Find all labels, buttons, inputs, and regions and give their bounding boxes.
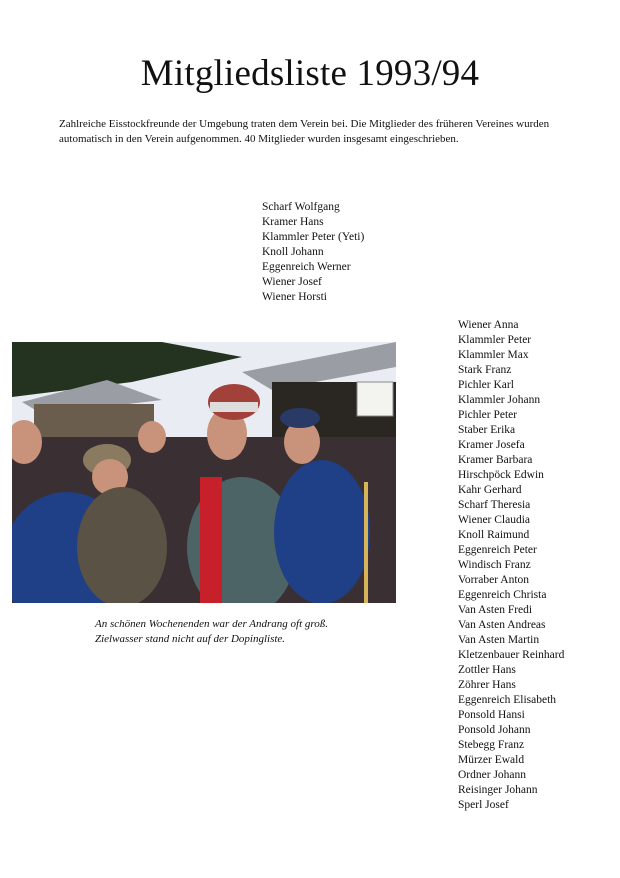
member-name: Mürzer Ewald (458, 754, 525, 766)
member-name: Van Asten Fredi (458, 604, 533, 616)
member-name: Klammler Johann (458, 394, 541, 406)
photo-caption-line-2: Zielwasser stand nicht auf der Dopingliste. (95, 633, 286, 645)
member-name: Pichler Peter (458, 409, 518, 421)
member-list-second (458, 318, 564, 813)
member-name: Scharf Theresia (458, 499, 531, 511)
member-name: Eggenreich Elisabeth (458, 694, 557, 706)
member-name: Van Asten Andreas (458, 619, 546, 631)
photo-cap-band (210, 402, 258, 412)
photo-scarf (200, 477, 222, 603)
member-name: Wiener Josef (262, 276, 322, 288)
member-name: Kramer Barbara (458, 454, 533, 466)
member-name: Klammler Peter (458, 334, 532, 346)
member-name: Hirschpöck Edwin (458, 469, 544, 481)
member-name: Vorraber Anton (458, 574, 530, 586)
intro-paragraph: Zahlreiche Eisstockfreunde der Umgebung traten dem Verein bei. Die Mitglieder des früheren Vereines wurden automatisch in den Verein aufgenommen. 40 Mitglieder wurden insgesamt eingeschrieben. (59, 118, 550, 145)
photo-person-right-cap (280, 408, 320, 428)
member-name: Van Asten Martin (458, 634, 540, 646)
member-name: Reisinger Johann (458, 784, 538, 796)
member-name: Zottler Hans (458, 664, 516, 676)
member-name: Ordner Johann (458, 769, 527, 781)
member-name: Klammler Max (458, 349, 529, 361)
member-name: Klammler Peter (Yeti) (262, 231, 365, 243)
photo-person-right-body (274, 460, 370, 603)
member-name: Wiener Horsti (262, 291, 328, 303)
member-name: Staber Erika (458, 424, 516, 436)
member-list-first (262, 200, 364, 305)
member-name: Windisch Franz (458, 559, 531, 571)
photo-caption-line-1: An schönen Wochenenden war der Andrang oft groß. (95, 618, 329, 630)
member-name: Sperl Josef (458, 799, 509, 811)
photo-pole (364, 482, 368, 603)
member-name: Stark Franz (458, 364, 512, 376)
member-name: Eggenreich Christa (458, 589, 547, 601)
member-name: Knoll Johann (262, 246, 324, 258)
member-name: Kramer Josefa (458, 439, 525, 451)
member-name: Wiener Anna (458, 319, 519, 331)
member-name: Kletzenbauer Reinhard (458, 649, 565, 661)
photo-person-middle (77, 487, 167, 603)
photo-caption (95, 617, 395, 647)
member-name: Kramer Hans (262, 216, 324, 228)
event-photo (12, 342, 396, 603)
member-name: Ponsold Hansi (458, 709, 525, 721)
member-name: Ponsold Johann (458, 724, 531, 736)
photo-illustration (12, 342, 396, 603)
member-name: Zöhrer Hans (458, 679, 516, 691)
member-name: Pichler Karl (458, 379, 514, 391)
photo-sign (357, 382, 393, 416)
member-name: Wiener Claudia (458, 514, 531, 526)
page-title: Mitgliedsliste 1993/94 (140, 53, 480, 94)
member-name: Scharf Wolfgang (262, 201, 340, 213)
member-name: Knoll Raimund (458, 529, 530, 541)
member-name: Eggenreich Peter (458, 544, 537, 556)
member-name: Kahr Gerhard (458, 484, 522, 496)
member-name: Stebegg Franz (458, 739, 525, 751)
member-name: Eggenreich Werner (262, 261, 351, 273)
photo-person-glasses-face (138, 421, 166, 453)
